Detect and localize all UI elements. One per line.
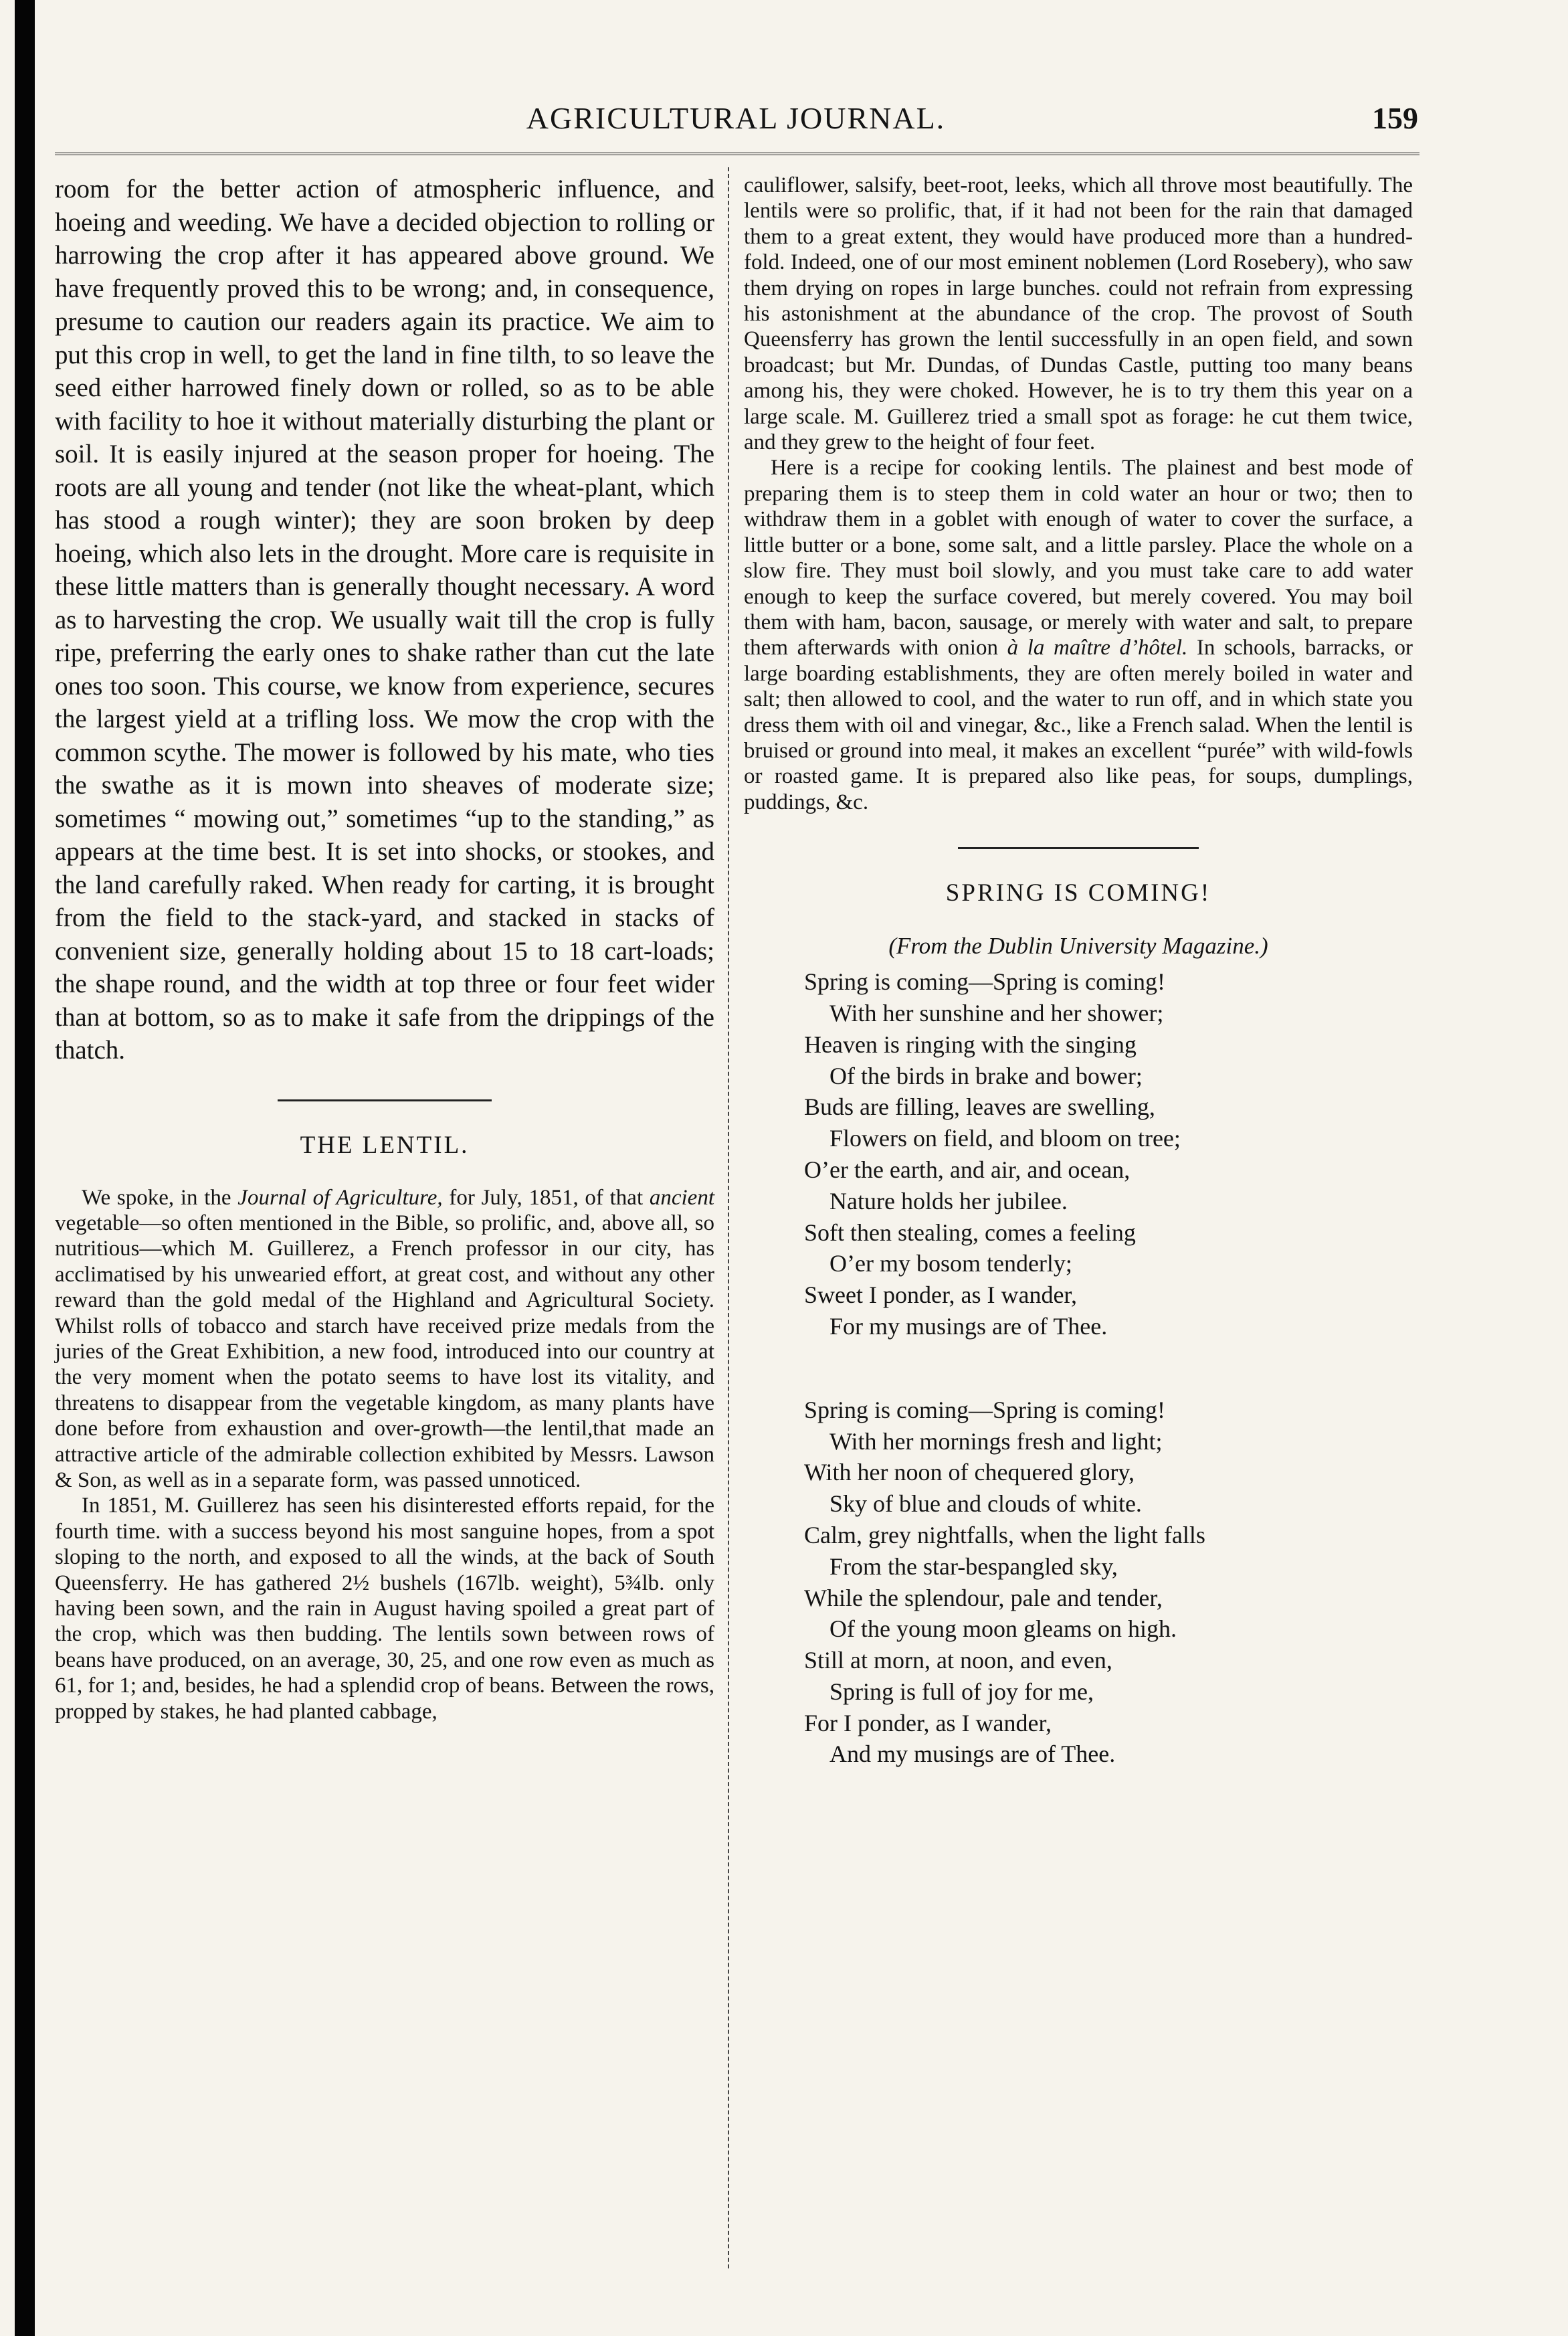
page-number: 159 (1372, 101, 1418, 135)
poem-line: Heaven is ringing with the singing (804, 1030, 1137, 1058)
binding-edge (15, 0, 35, 2336)
poem (804, 966, 1413, 1770)
poem-line: While the splendour, pale and tender, (804, 1584, 1163, 1611)
poem-line: Sky of blue and clouds of white. (829, 1490, 1142, 1518)
poem-line: And my musings are of Thee. (829, 1740, 1116, 1768)
poem-line: O’er the earth, and air, and ocean, (804, 1156, 1131, 1183)
poem-line: With her noon of chequered glory, (804, 1459, 1135, 1486)
poem-line: Spring is coming—Spring is coming! (804, 968, 1165, 996)
poem-source: (From the Dublin University Magazine.) (888, 933, 1268, 960)
lentil-continued-paragraph: cauliflower, salsify, beet-root, leeks, which all throve most beautifully. The lentils were so prolific, that, if it had not been for the rain that damaged them to a great extent, they would have produced more than a hundred-fold. Indeed, one of our most eminent noblemen (Lord Rosebery), who saw them drying on ropes in large bunches. could not refrain from expressing his astonishment at the abundance of the crop. The provost of South Queensferry has grown the lentil successfully in an open field, and sown broadcast; but Mr. Dundas, of Dundas Castle, putting too many beans among his, they were choked. However, he is to try them this year on a large scale. M. Guillerez tried a small spot as forage: he cut them twice, and they grew to the height of four feet. (744, 173, 1413, 455)
poem-line: For my musings are of Thee. (829, 1312, 1108, 1340)
poem-line: Spring is coming—Spring is coming! (804, 1396, 1165, 1423)
left-column (55, 173, 714, 1724)
page-header (54, 100, 1418, 142)
poem-line: Nature holds her jubilee. (829, 1187, 1068, 1215)
poem-line: Spring is full of joy for me, (829, 1678, 1094, 1705)
poem-line: With her sunshine and her shower; (829, 999, 1164, 1026)
poem-line: Calm, grey nightfalls, when the light falls (804, 1521, 1205, 1548)
section-divider (278, 1099, 492, 1101)
poem-line: Still at morn, at noon, and even, (804, 1647, 1112, 1674)
continued-paragraph: room for the better action of atmospheric influence, and hoeing and weeding. We have a decided objection to rolling or harrowing the crop after it has appeared above ground. We have frequently proved this to be wrong; and, in consequence, presume to caution our readers again its practice. We aim to put this crop in well, to get the land in fine tilth, to so leave the seed either harrowed finely down or rolled, so as to be able with facility to hoe it without materially disturbing the plant or soil. It is easily injured at the season proper for hoeing. The roots are all young and tender (not like the wheat-plant, which has stood a rough winter); they are soon broken by deep hoeing, which also lets in the drought. More care is requisite in these little matters than is generally thought necessary. A word as to harvesting the crop. We usually wait till the crop is fully ripe, preferring the early ones to shake rather than cut the late ones too soon. This course, we know from experience, secures the largest yield at a trifling loss. We mow the crop with the common scythe. The mower is followed by his mate, who ties the swathe as it is mown into sheaves of moderate size; sometimes “ mowing out,” sometimes “up to the standing,” as appears at the time best. It is set into shocks, or stookes, and the land carefully raked. When ready for carting, it is brought from the field to the stack-yard, and stacked in stacks of convenient size, generally holding about 15 to 18 cart-loads; the shape round, and the width at top three or four feet wider than at bottom, so as to make it safe from the drippings of the thatch. (55, 175, 714, 1065)
poem-line: For I ponder, as I wander, (804, 1709, 1052, 1736)
ancient-emphasis: ancient (649, 1185, 714, 1210)
column-divider (728, 167, 729, 2268)
poem-line: Sweet I ponder, as I wander, (804, 1281, 1077, 1309)
journal-title: Journal of Agriculture, (237, 1185, 443, 1210)
recipe-paragraph: Here is a recipe for cooking lentils. The plainest and best mode of preparing them is to steep them in cold water an hour or two; then to withdraw them in a goblet with enough of water to cover the surface, a little butter or a bone, some salt, and a little parsley. Place the whole on a slow fire. They must boil slowly, and you must take care to add water enough to keep the surface covered, but merely covered. You may boil them with ham, bacon, sausage, or merely with water and salt, to prepare them afterwards with onion à la maître d’hôtel. In schools, barracks, or large boarding establishments, they are often merely boiled in water and salt; then allowed to cool, and the water to run off, and in which state you dress them with oil and vinegar, &c., like a French salad. When the lentil is bruised or ground into meal, it makes an excellent “purée” with wild-fowls or roasted game. It is prepared also like peas, for soups, dumplings, puddings, &c. (744, 456, 1413, 814)
lentil-paragraph-2: In 1851, M. Guillerez has seen his disinterested efforts repaid, for the fourth time. with a success beyond his most sanguine hopes, from a spot sloping to the north, and exposed to all the winds, at the back of South Queensferry. He has gathered 2½ bushels (167lb. weight), 5¾lb. only having been sown, and the rain in August having spoiled a great part of the crop, which was then budding. The lentils sown between rows of beans have produced, on an average, 30, 25, and one row even as much as 61, for 1; and, besides, he had a splendid crop of beans. Between the rows, propped by stakes, he had planted cabbage, (55, 1494, 714, 1724)
poem-line: Buds are filling, leaves are swelling, (804, 1093, 1155, 1121)
lentil-heading: THE LENTIL. (300, 1131, 470, 1159)
right-column (744, 173, 1413, 1822)
section-divider-poem (958, 847, 1199, 849)
header-rule (55, 153, 1419, 155)
poem-line: O’er my bosom tenderly; (829, 1250, 1072, 1277)
poem-line: Soft then stealing, comes a feeling (804, 1219, 1136, 1246)
french-phrase: à la maître d’hôtel. (1007, 636, 1188, 660)
poem-stanza-1 (804, 966, 1413, 1342)
poem-line: Of the young moon gleams on high. (829, 1615, 1177, 1643)
poem-line: Of the birds in brake and bower; (829, 1062, 1143, 1089)
lentil-paragraph-1: We spoke, in the Journal of Agriculture, for July, 1851, of that ancient vegetable—so often mentioned in the Bible, so prolific, and, above all, so nutritious—which M. Guillerez, a French professor in our city, has acclimatised by his unwearied effort, at great cost, and without any other reward than the gold medal of the Highland and Agricultural Society. Whilst rolls of tobacco and starch have received prize medals from the juries of the Great Exhibition, a new food, introduced into our country at the very moment when the potato seems to have lost its vitality, and threatens to disappear from the vegetable kingdom, as many plants have done before from exhaustion and over-growth—the lentil,that made an attractive article of the admirable collection exhibited by Messrs. Lawson & Son, as well as in a separate form, was passed unnoticed. (55, 1185, 714, 1492)
poem-line: With her mornings fresh and light; (829, 1427, 1163, 1455)
poem-line: From the star-bespangled sky, (829, 1552, 1118, 1580)
poem-heading: SPRING IS COMING! (945, 879, 1211, 907)
poem-stanza-2 (804, 1395, 1413, 1771)
running-title: AGRICULTURAL JOURNAL. (526, 101, 946, 135)
poem-line: Flowers on field, and bloom on tree; (829, 1125, 1181, 1152)
